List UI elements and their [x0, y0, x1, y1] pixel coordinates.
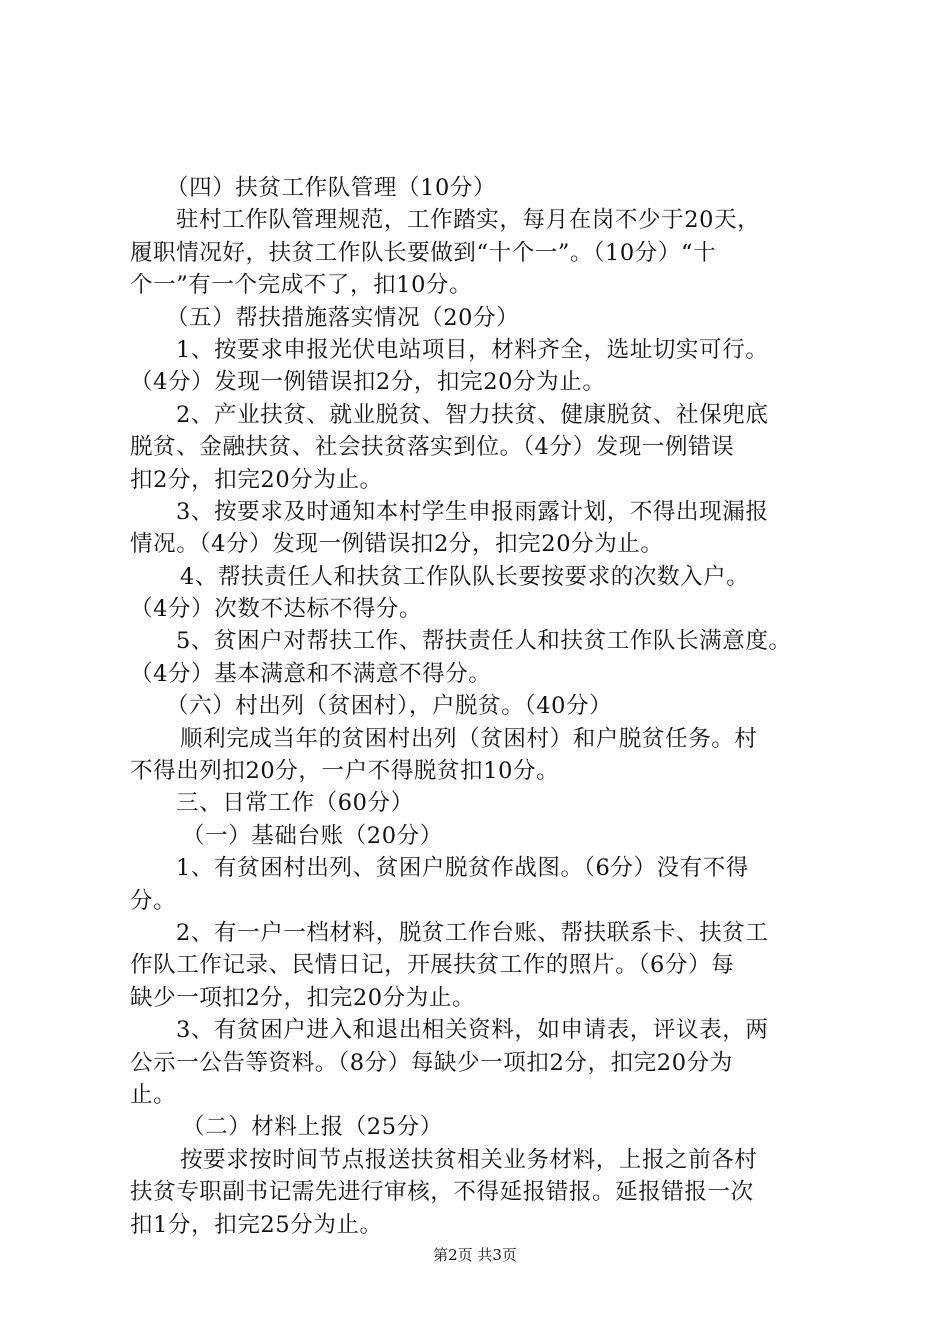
paragraph-line: 顺利完成当年的贫困村出列（贫困村）和户脱贫任务。村 [180, 725, 758, 752]
heading-material-report: （二）材料上报（25分） [182, 1114, 443, 1141]
document-body [130, 172, 860, 1241]
heading-team-management: （四）扶贫工作队管理（10分） [166, 175, 497, 201]
list-item-line: 3、有贫困户进入和退出相关资料，如申请表，评议表，两 [176, 1017, 769, 1044]
paragraph-line: 驻村工作队管理规范，工作踏实，每月在岗不少于20天， [176, 207, 761, 234]
list-item-line: 公示一公告等资料。（8分）每缺少一项扣2分，扣完20分为 [130, 1049, 733, 1076]
list-item-line: 止。 [130, 1081, 177, 1108]
heading-basic-ledger: （一）基础台账（20分） [182, 822, 443, 849]
list-item-line: 分。 [130, 887, 177, 914]
list-item-line: 缺少一项扣2分，扣完20分为止。 [130, 984, 476, 1011]
list-item-line: 3、按要求及时通知本村学生申报雨露计划，不得出现漏报 [176, 498, 769, 525]
paragraph-line: 扶贫专职副书记需先进行审核，不得延报错报。延报错报一次 [130, 1179, 754, 1206]
list-item-line: （4分）发现一例错误扣2分，扣完20分为止。 [130, 369, 606, 396]
list-item-line: 2、有一户一档材料，脱贫工作台账、帮扶联系卡、扶贫工 [176, 919, 769, 946]
section-heading-daily-work: 三、日常工作（60分） [176, 790, 414, 817]
list-item-line: 4、帮扶责任人和扶贫工作队队长要按要求的次数入户。 [180, 563, 750, 590]
list-item-line: 情况。（4分）发现一例错误扣2分，扣完20分为止。 [130, 531, 664, 558]
list-item-line: 脱贫、金融扶贫、社会扶贫落实到位。（4分）发现一例错误 [130, 434, 735, 461]
list-item-line: 2、产业扶贫、就业脱贫、智力扶贫、健康脱贫、社保兜底 [176, 401, 769, 428]
paragraph-line: 个一”有一个完成不了，扣10分。 [130, 272, 473, 299]
list-item-line: 作队工作记录、民情日记，开展扶贫工作的照片。（6分）每 [130, 952, 735, 979]
paragraph-line: 按要求按时间节点报送扶贫相关业务材料，上报之前各村 [180, 1146, 758, 1173]
list-item-line: 1、按要求申报光伏电站项目，材料齐全，选址切实可行。 [176, 336, 769, 363]
list-item-line: 5、贫困户对帮扶工作、帮扶责任人和扶贫工作队长满意度。 [176, 628, 792, 655]
list-item-line: 1、有贫困村出列、贫困户脱贫作战图。（6分）没有不得 [176, 855, 749, 882]
paragraph-line: 扣1分，扣完25分为止。 [130, 1211, 383, 1238]
list-item-line: （4分）基本满意和不满意不得分。 [130, 660, 492, 687]
heading-village-exit: （六）村出列（贫困村），户脱贫。（40分） [166, 693, 613, 720]
list-item-line: 扣2分，扣完20分为止。 [130, 466, 383, 493]
page-footer [0, 1245, 950, 1265]
paragraph-line: 履职情况好，扶贫工作队长要做到“十个一”。（10分）“十 [130, 239, 717, 266]
paragraph-line: 不得出列扣20分，一户不得脱贫扣10分。 [130, 758, 560, 785]
list-item-line: （4分）次数不达标不得分。 [130, 596, 423, 623]
heading-assistance-measures: （五）帮扶措施落实情况（20分） [166, 304, 520, 331]
page-number-label: 第2页 共3页 [433, 1246, 517, 1264]
